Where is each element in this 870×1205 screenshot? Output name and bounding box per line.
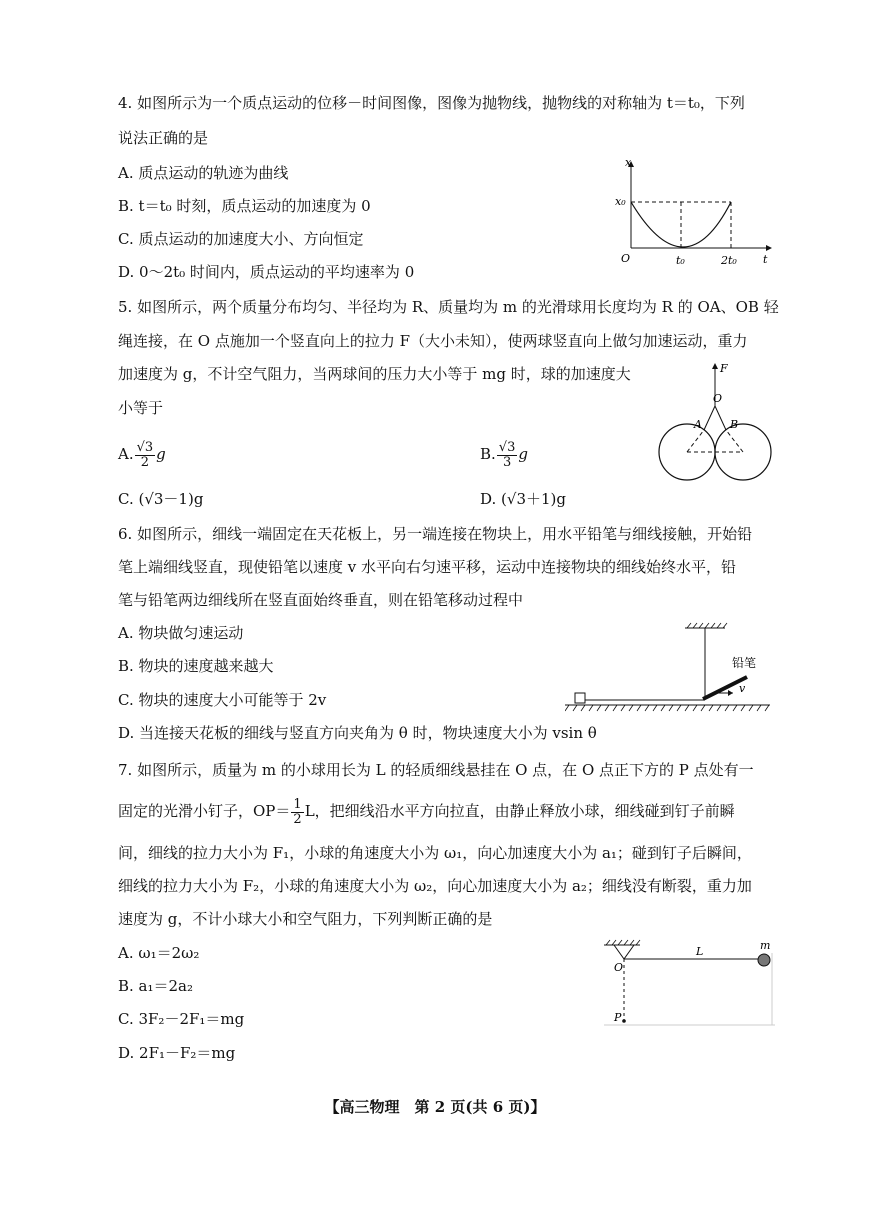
q5-point-b-label: B — [730, 418, 739, 431]
q4-t-axis-label: t — [763, 253, 768, 266]
q7-stem-line4: 细线的拉力大小为 F₂，小球的角速度大小为 ω₂，向心加速度大小为 a₂；细线没有断裂，重力加 — [118, 877, 752, 895]
q4-xt-graph — [615, 152, 775, 272]
q6-option-c: C. 物块的速度大小可能等于 2v — [118, 691, 327, 709]
q7-point-o-label: O — [614, 961, 624, 974]
q7-stem-line3: 间，细线的拉力大小为 F₁，小球的角速度大小为 ω₁，向心加速度大小为 a₁；碰到钉子后瞬间， — [118, 844, 752, 862]
q4-option-d: D. 0～2t₀ 时间内，质点运动的平均速率为 0 — [118, 263, 415, 281]
q4-2t0-label: 2t₀ — [721, 254, 737, 267]
q4-origin-label: O — [621, 252, 631, 265]
q5-point-a-label: A — [694, 418, 702, 431]
q7-stem-line1: 7. 如图所示，质量为 m 的小球用长为 L 的轻质细线悬挂在 O 点，在 O 点正下方的 P 点处有一 — [118, 761, 754, 779]
q7-pendulum-figure — [600, 935, 775, 1030]
q7-option-c: C. 3F₂－2F₁＝mg — [118, 1010, 245, 1028]
q5-stem-line1: 5. 如图所示，两个质量分布均匀、半径均为 R、质量均为 m 的光滑球用长度均为 R 的 OA、OB 轻 — [118, 298, 779, 316]
q5-two-balls-figure — [652, 358, 777, 488]
q6-option-a: A. 物块做匀速运动 — [118, 624, 244, 642]
q7-length-label: L — [696, 945, 704, 958]
q5-option-b: B. $\frac{√3}{3}$ g — [480, 439, 528, 470]
q7-option-a: A. ω₁＝2ω₂ — [118, 944, 200, 962]
q4-x0-label: x₀ — [615, 195, 626, 208]
q6-stem-line2: 笔上端细线竖直，现使铅笔以速度 v 水平向右匀速平移，运动中连接物块的细线始终水平，铅 — [118, 558, 737, 576]
q4-option-c: C. 质点运动的加速度大小、方向恒定 — [118, 230, 364, 248]
page-footer: 【高三物理 第 2 页(共 6 页)】 — [324, 1098, 546, 1116]
q5-stem-line2: 绳连接，在 O 点施加一个竖直向上的拉力 F（大小未知），使两球竖直向上做匀加速运动，重力 — [118, 332, 748, 350]
q6-pencil-figure — [565, 620, 770, 720]
q6-stem-line3: 笔与铅笔两边细线所在竖直面始终垂直，则在铅笔移动过程中 — [118, 591, 524, 609]
q4-t0-label: t₀ — [676, 254, 685, 267]
q6-option-b: B. 物块的速度越来越大 — [118, 657, 274, 675]
q4-option-a: A. 质点运动的轨迹为曲线 — [118, 164, 289, 182]
q6-pencil-label: 铅笔 — [732, 656, 757, 670]
q5-point-o-label: O — [713, 392, 723, 405]
q7-option-b: B. a₁＝2a₂ — [118, 977, 194, 995]
q5-stem-line4: 小等于 — [118, 399, 164, 417]
q5-option-a: A. $\frac{√3}{2}$ g — [118, 439, 166, 470]
q7-stem-line2: 固定的光滑小钉子，OP＝ $\frac{1}{2}$ L，把细线沿水平方向拉直，由静止释放小球，细线碰到钉子前瞬 — [118, 796, 735, 827]
q6-velocity-label: v — [739, 682, 746, 695]
q4-stem-line1: 4. 如图所示为一个质点运动的位移－时间图像，图像为抛物线，抛物线的对称轴为 t＝t₀，下列 — [118, 94, 745, 112]
q7-point-p-label: P — [614, 1011, 622, 1024]
q4-option-b: B. t＝t₀ 时刻，质点运动的加速度为 0 — [118, 197, 371, 215]
q6-stem-line1: 6. 如图所示，细线一端固定在天花板上，另一端连接在物块上，用水平铅笔与细线接触，开始铅 — [118, 525, 753, 543]
q7-stem-line5: 速度为 g，不计小球大小和空气阻力，下列判断正确的是 — [118, 910, 493, 928]
q5-option-d: D. (√3＋1)g — [480, 490, 566, 508]
q5-force-label: F — [720, 362, 728, 375]
q7-option-d: D. 2F₁－F₂＝mg — [118, 1044, 236, 1062]
q4-x-axis-label: x — [625, 156, 632, 169]
q4-stem-line2: 说法正确的是 — [118, 129, 209, 147]
q7-mass-label: m — [760, 939, 771, 952]
q5-stem-line3: 加速度为 g，不计空气阻力，当两球间的压力大小等于 mg 时，球的加速度大 — [118, 365, 631, 383]
q6-option-d: D. 当连接天花板的细线与竖直方向夹角为 θ 时，物块速度大小为 vsin θ — [118, 724, 597, 742]
q5-option-c: C. (√3－1)g — [118, 490, 204, 508]
